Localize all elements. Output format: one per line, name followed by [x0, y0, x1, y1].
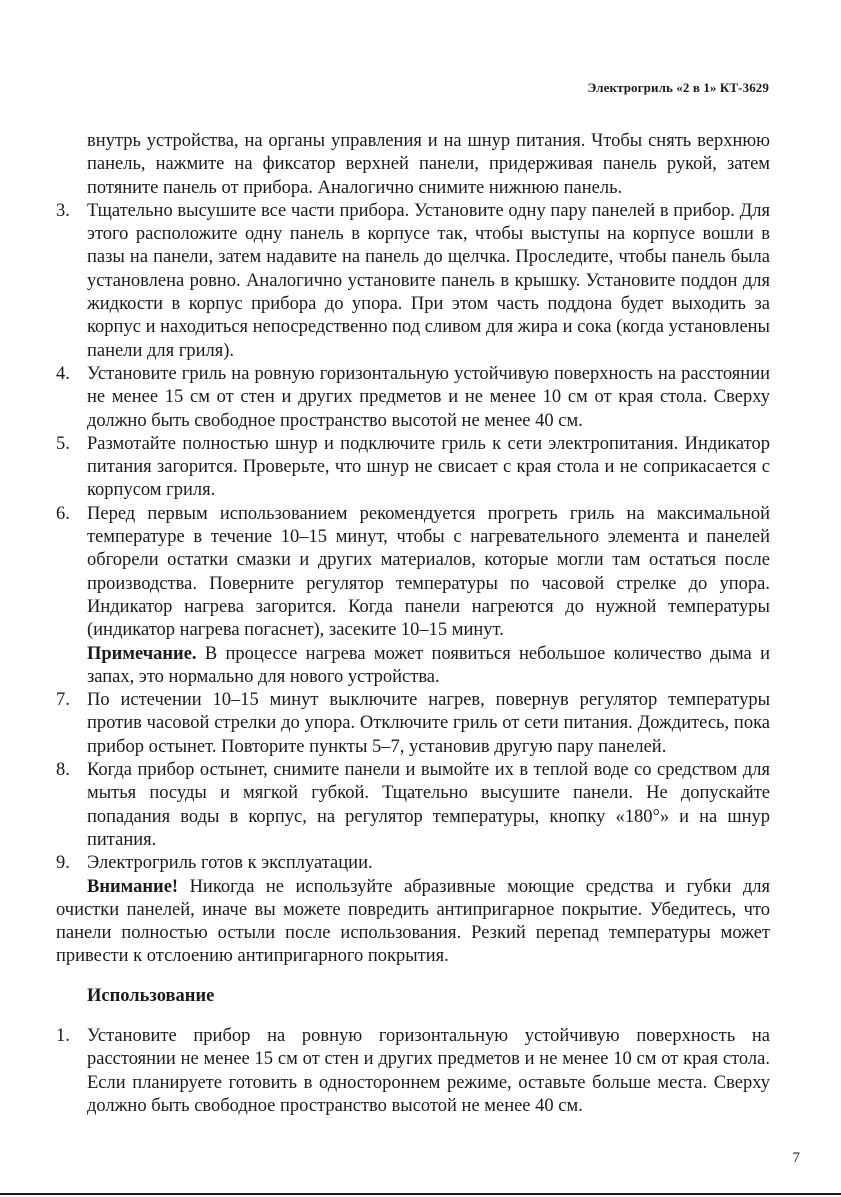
- list-item-text: Тщательно высушите все части прибора. Установите одну пару панелей в прибор. Для этого расположите одну панель в корпусе так, чтобы выступы на корпусе вошли в пазы на панели, затем надавите на панель до щелчка. Проследите, чтобы панель была установлена ровно. Аналогично установите панель в крышку. Установите поддон для жидкости в корпус прибора до упора. При этом часть поддона будет выходить за корпус и находиться непосредственно под сливом для жира и сока (когда установлены панели для гриля).: [87, 200, 770, 361]
- list-item-number: 8.: [56, 760, 70, 781]
- bottom-divider: [0, 1193, 841, 1195]
- list-item: [56, 200, 770, 363]
- list-item-number: 7.: [56, 690, 70, 711]
- page-number: 7: [792, 1150, 800, 1166]
- page-header: Электрогриль «2 в 1» КТ-3629: [587, 80, 769, 95]
- list-item-text: Перед первым использованием рекомендуется прогреть гриль на максимальной температуре в течение 10–15 минут, чтобы с нагревательного элемента и панелей обгорели остатки смазки и других материалов, которые могли там остаться после производства. Поверните регулятор температуры по часовой стрелке до упора. Индикатор нагрева загорится. Когда панели нагреются до нужной температуры (индикатор нагрева погаснет), засеките 10–15 минут.: [87, 503, 770, 641]
- list-item: [56, 759, 770, 852]
- warning-label: Внимание!: [87, 876, 179, 897]
- note-label: Примечание.: [87, 643, 197, 664]
- list-item-number: 3.: [56, 200, 70, 221]
- list-item-number: 9.: [56, 853, 70, 874]
- list-item: [56, 1025, 770, 1118]
- note-text: В процессе нагрева может появиться небольшое количество дыма и запах, это нормально для нового устройства.: [87, 643, 770, 687]
- continuation-paragraph: внутрь устройства, на органы управления и на шнур питания. Чтобы снять верхнюю панель, нажмите на фиксатор верхней панели, придерживая панель рукой, затем потяните панель от прибора. Аналогично снимите нижнюю панель.: [87, 131, 770, 198]
- warning-text: Никогда не используйте абразивные моющие средства и губки для очистки панелей, иначе вы можете повредить антипригарное покрытие. Убедитесь, что панели полностью остыли после использования. Резкий перепад температуры может привести к отслоению антипригарного покрытия.: [56, 876, 770, 967]
- list-item-number: 5.: [56, 433, 70, 454]
- list-item-number: 1.: [56, 1025, 70, 1046]
- list-item: [56, 433, 770, 503]
- list-item-text: По истечении 10–15 минут выключите нагрев, повернув регулятор температуры против часовой стрелки до упора. Отключите гриль от сети питания. Дождитесь, пока прибор остынет. Повторите пункты 5–7, установив другую пару панелей.: [87, 690, 770, 757]
- list-item: [56, 503, 770, 643]
- list-item-number: 6.: [56, 503, 70, 524]
- list-item: [56, 852, 770, 875]
- list-item-text: Установите прибор на ровную горизонтальную устойчивую поверхность на расстоянии не менее 15 см от стен и других предметов и не менее 10 см от края стола. Если планируете готовить в одностороннем режиме, оставьте больше места. Сверху должно быть свободное пространство высотой не менее 40 см.: [87, 1025, 770, 1116]
- list-item: [56, 689, 770, 759]
- list-item-text: Установите гриль на ровную горизонтальную устойчивую поверхность на расстоянии не менее 15 см от стен и других предметов и не менее 10 см от края стола. Сверху должно быть свободное пространство высотой не менее 40 см.: [87, 363, 770, 431]
- list-item-number: 4.: [56, 363, 70, 384]
- warning-paragraph: [56, 876, 770, 969]
- list-item-text: Электрогриль готов к эксплуатации.: [87, 853, 373, 874]
- list-item: [56, 363, 770, 433]
- list-item-text: Размотайте полностью шнур и подключите гриль к сети электропитания. Индикатор питания загорится. Проверьте, что шнур не свисает с края стола и не соприкасается с корпусом гриля.: [87, 433, 770, 501]
- section-heading: Использование: [87, 985, 215, 1006]
- note-paragraph: [56, 643, 770, 690]
- page-content: [56, 130, 770, 1118]
- list-item-text: Когда прибор остынет, снимите панели и вымойте их в теплой воде со средством для мытья посуды и мягкой губкой. Тщательно высушите панели. Не допускайте попадания воды в корпус, на регулятор температуры, кнопку «180°» и на шнур питания.: [87, 760, 770, 850]
